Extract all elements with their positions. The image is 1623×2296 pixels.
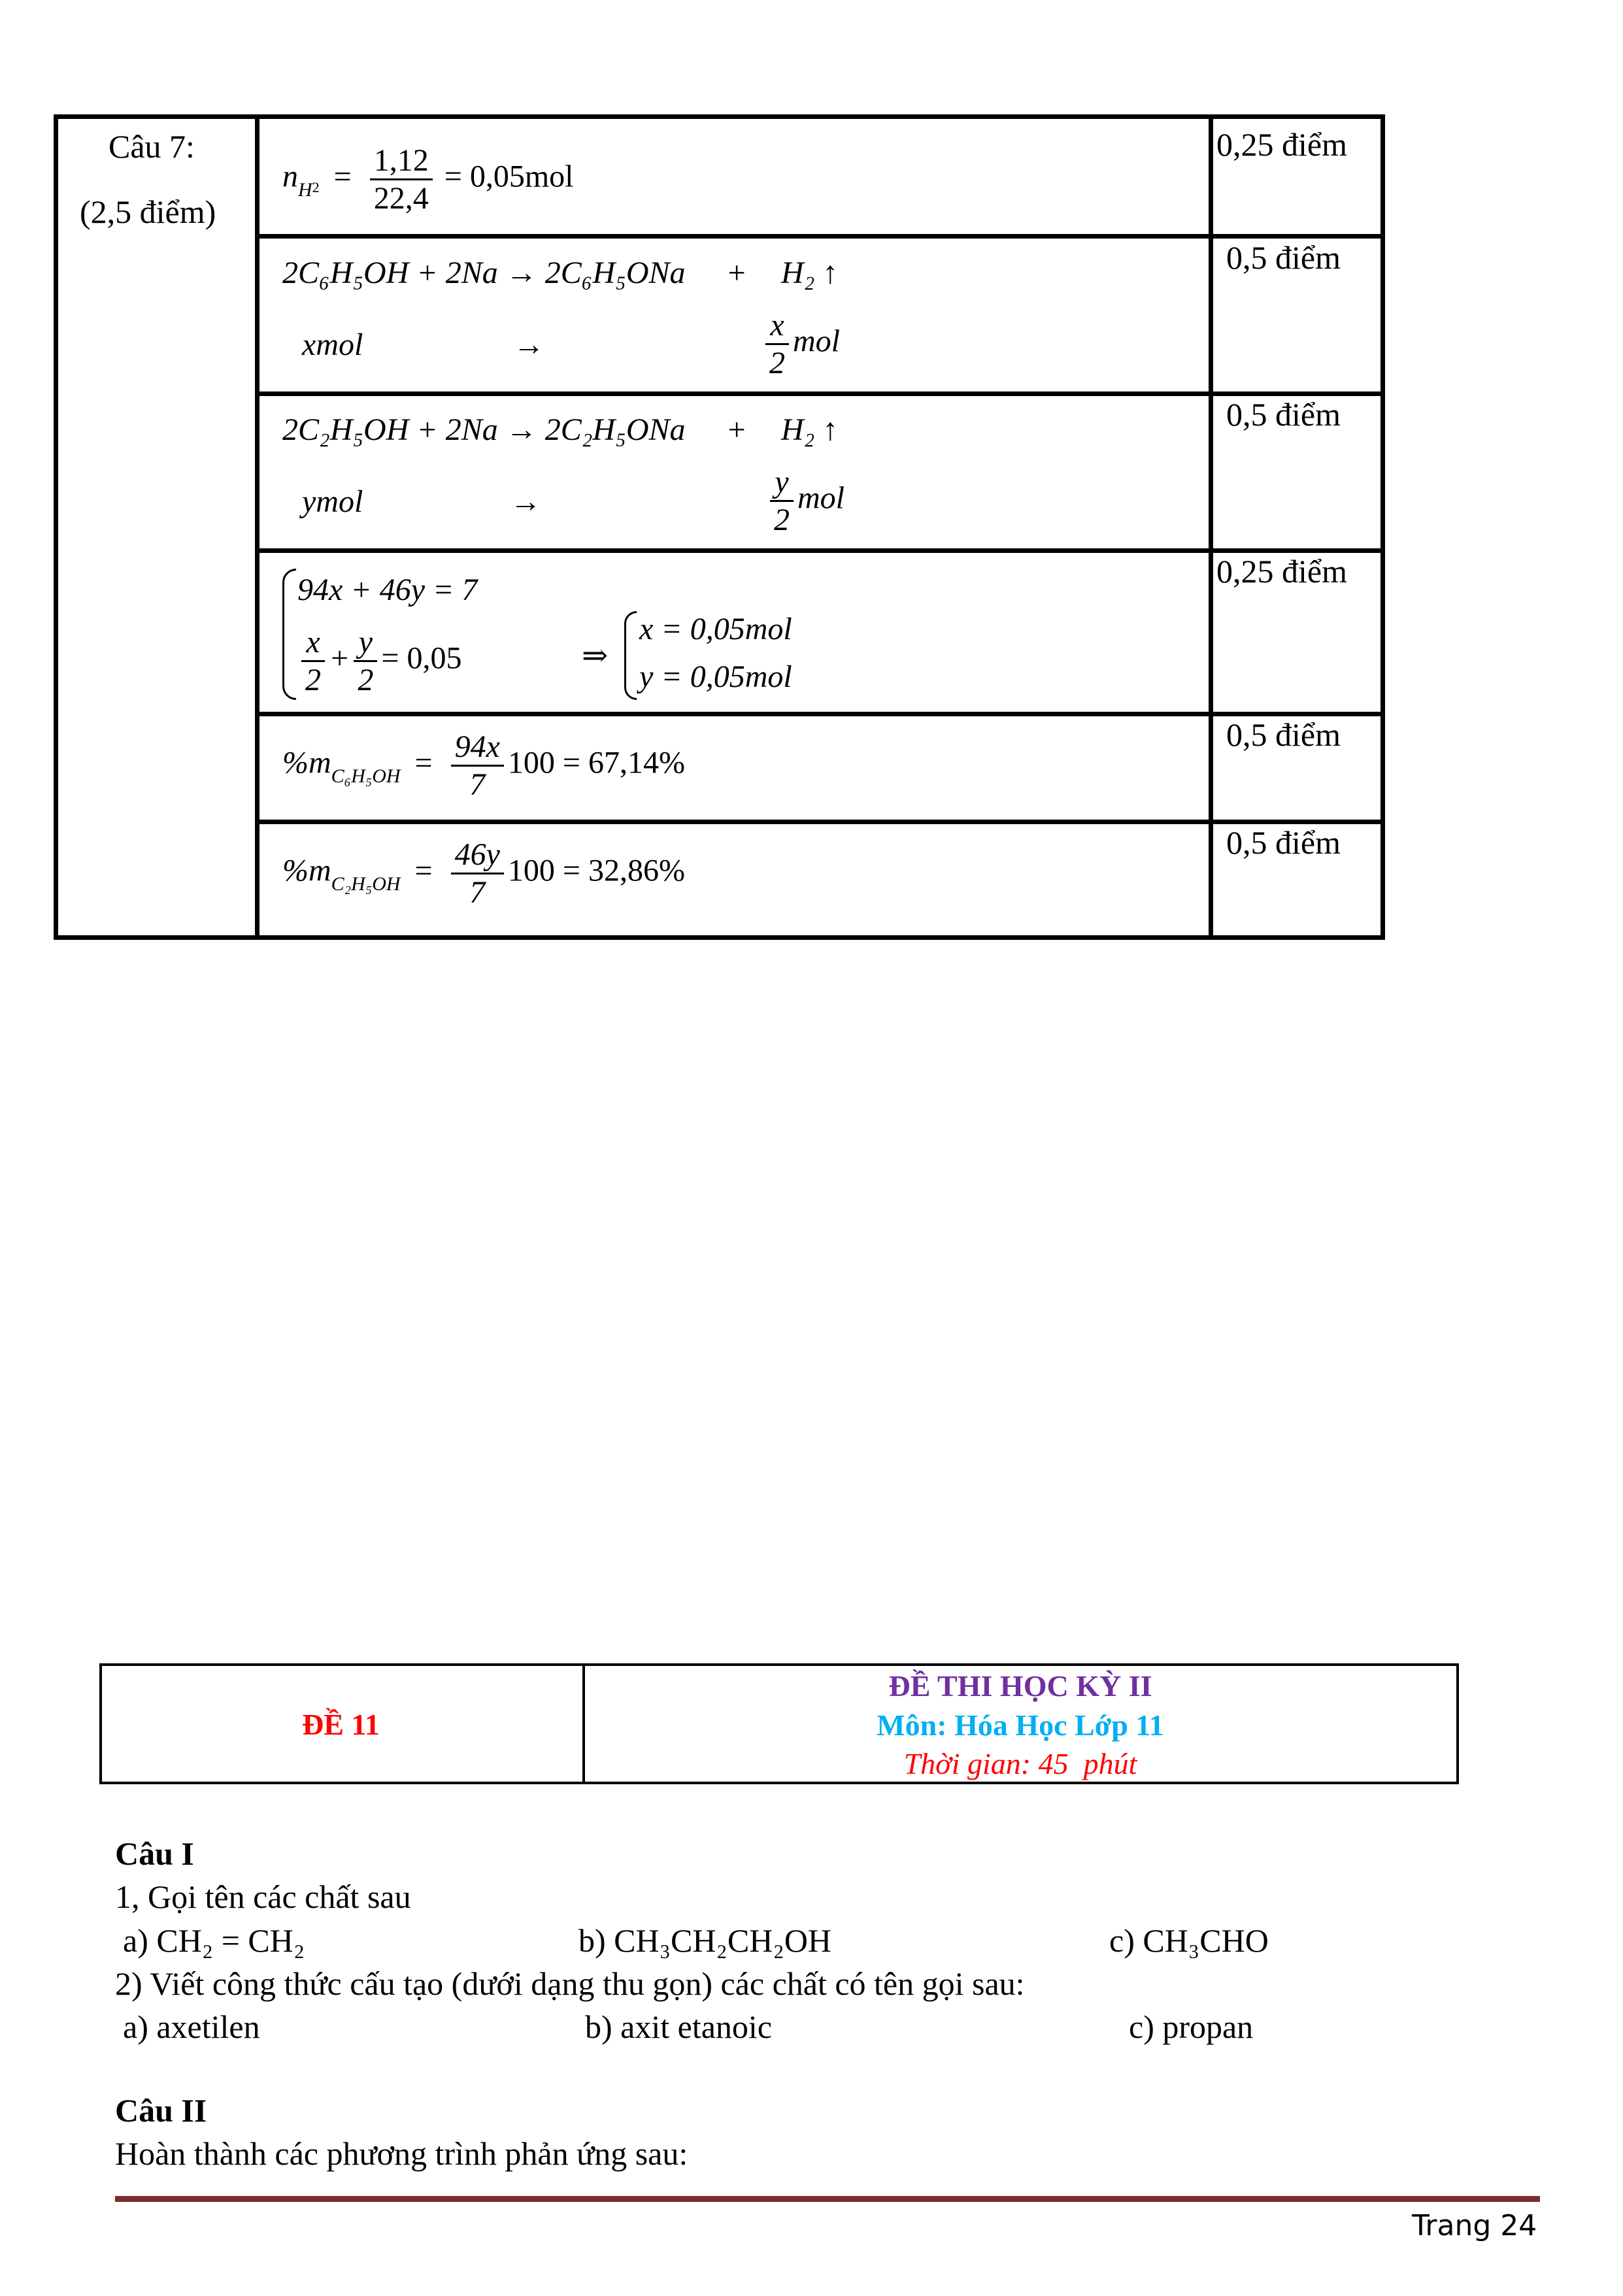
score-5: 0,5 điểm	[1226, 716, 1341, 753]
formula-n-h2: $n_H2$ = $\frac{1,12}{22,4}$ = 0,05mol	[282, 143, 574, 216]
arrow-y: →	[510, 484, 541, 519]
mol-x: xmol	[302, 327, 363, 362]
percent-phenol: $\%m_{C_6H_5OH}$ = $\frac{94x}{7}$ 100 = 67,14%	[282, 729, 685, 802]
question-points: (2,5 điểm)	[80, 193, 216, 230]
score-3: 0,5 điểm	[1226, 396, 1341, 433]
arrow-x: →	[513, 327, 544, 362]
score-1: 0,25 điểm	[1216, 126, 1347, 163]
system-eq1: 94x + 46y = 7	[297, 573, 478, 607]
page-number: Trang 24	[1412, 2209, 1537, 2242]
exam-subject: Môn: Hóa Học Lớp 11	[877, 1708, 1164, 1742]
mol-y-half: $\frac{y}{2}$ mol	[766, 464, 845, 538]
question-2-text: Hoàn thành các phương trình phản ứng sau:	[115, 2135, 688, 2172]
reaction-ethanol-na: 2C₂H₅OH + 2Na → 2C₂H₅ONa + H₂ ↑	[282, 412, 839, 447]
question-cell	[54, 114, 261, 940]
question-1-part-2: 2) Viết công thức cấu tạo (dưới dạng thu gọn) các chất có tên gọi sau:	[115, 1965, 1025, 2002]
solution-x: x = 0,05mol	[639, 612, 792, 646]
exam-title: ĐỀ THI HỌC KỲ II	[888, 1669, 1152, 1703]
system-eq2: $\frac{x}{2}$ + $\frac{y}{2}$ = 0,05	[297, 624, 461, 698]
question-label: Câu 7:	[109, 128, 195, 165]
implies-sign: ⇒	[582, 639, 609, 673]
question-1-title: Câu I	[115, 1835, 194, 1872]
question-1-part-1: 1, Gọi tên các chất sau	[115, 1878, 411, 1915]
score-4: 0,25 điểm	[1216, 553, 1347, 590]
q2-item-b: b) axit etanoic	[585, 2008, 772, 2045]
q1-item-c: c) CH₃CHO	[1109, 1922, 1269, 1959]
q1-item-a: a) CH₂ = CH₂	[123, 1922, 305, 1959]
exam-code: ĐỀ 11	[302, 1708, 380, 1741]
mol-x-half: $\frac{x}{2}$ mol	[761, 307, 840, 381]
reaction-phenol-na: 2C₆H₅OH + 2Na → 2C₆H₅ONa + H₂ ↑	[282, 256, 839, 290]
q2-item-c: c) propan	[1129, 2008, 1254, 2045]
q2-item-a: a) axetilen	[123, 2008, 260, 2045]
score-2: 0,5 điểm	[1226, 239, 1341, 276]
percent-ethanol: $\%m_{C_2H_5OH}$ = $\frac{46y}{7}$ 100 = 32,86%	[282, 837, 685, 910]
mol-y: ymol	[302, 484, 363, 519]
question-2-title: Câu II	[115, 2092, 207, 2129]
exam-time: Thời gian: 45 phút	[903, 1747, 1137, 1780]
q1-item-b: b) CH₃CH₂CH₂OH	[578, 1922, 832, 1959]
solution-y: y = 0,05mol	[639, 659, 792, 694]
score-6: 0,5 điểm	[1226, 824, 1341, 861]
footer-rule	[115, 2196, 1540, 2202]
